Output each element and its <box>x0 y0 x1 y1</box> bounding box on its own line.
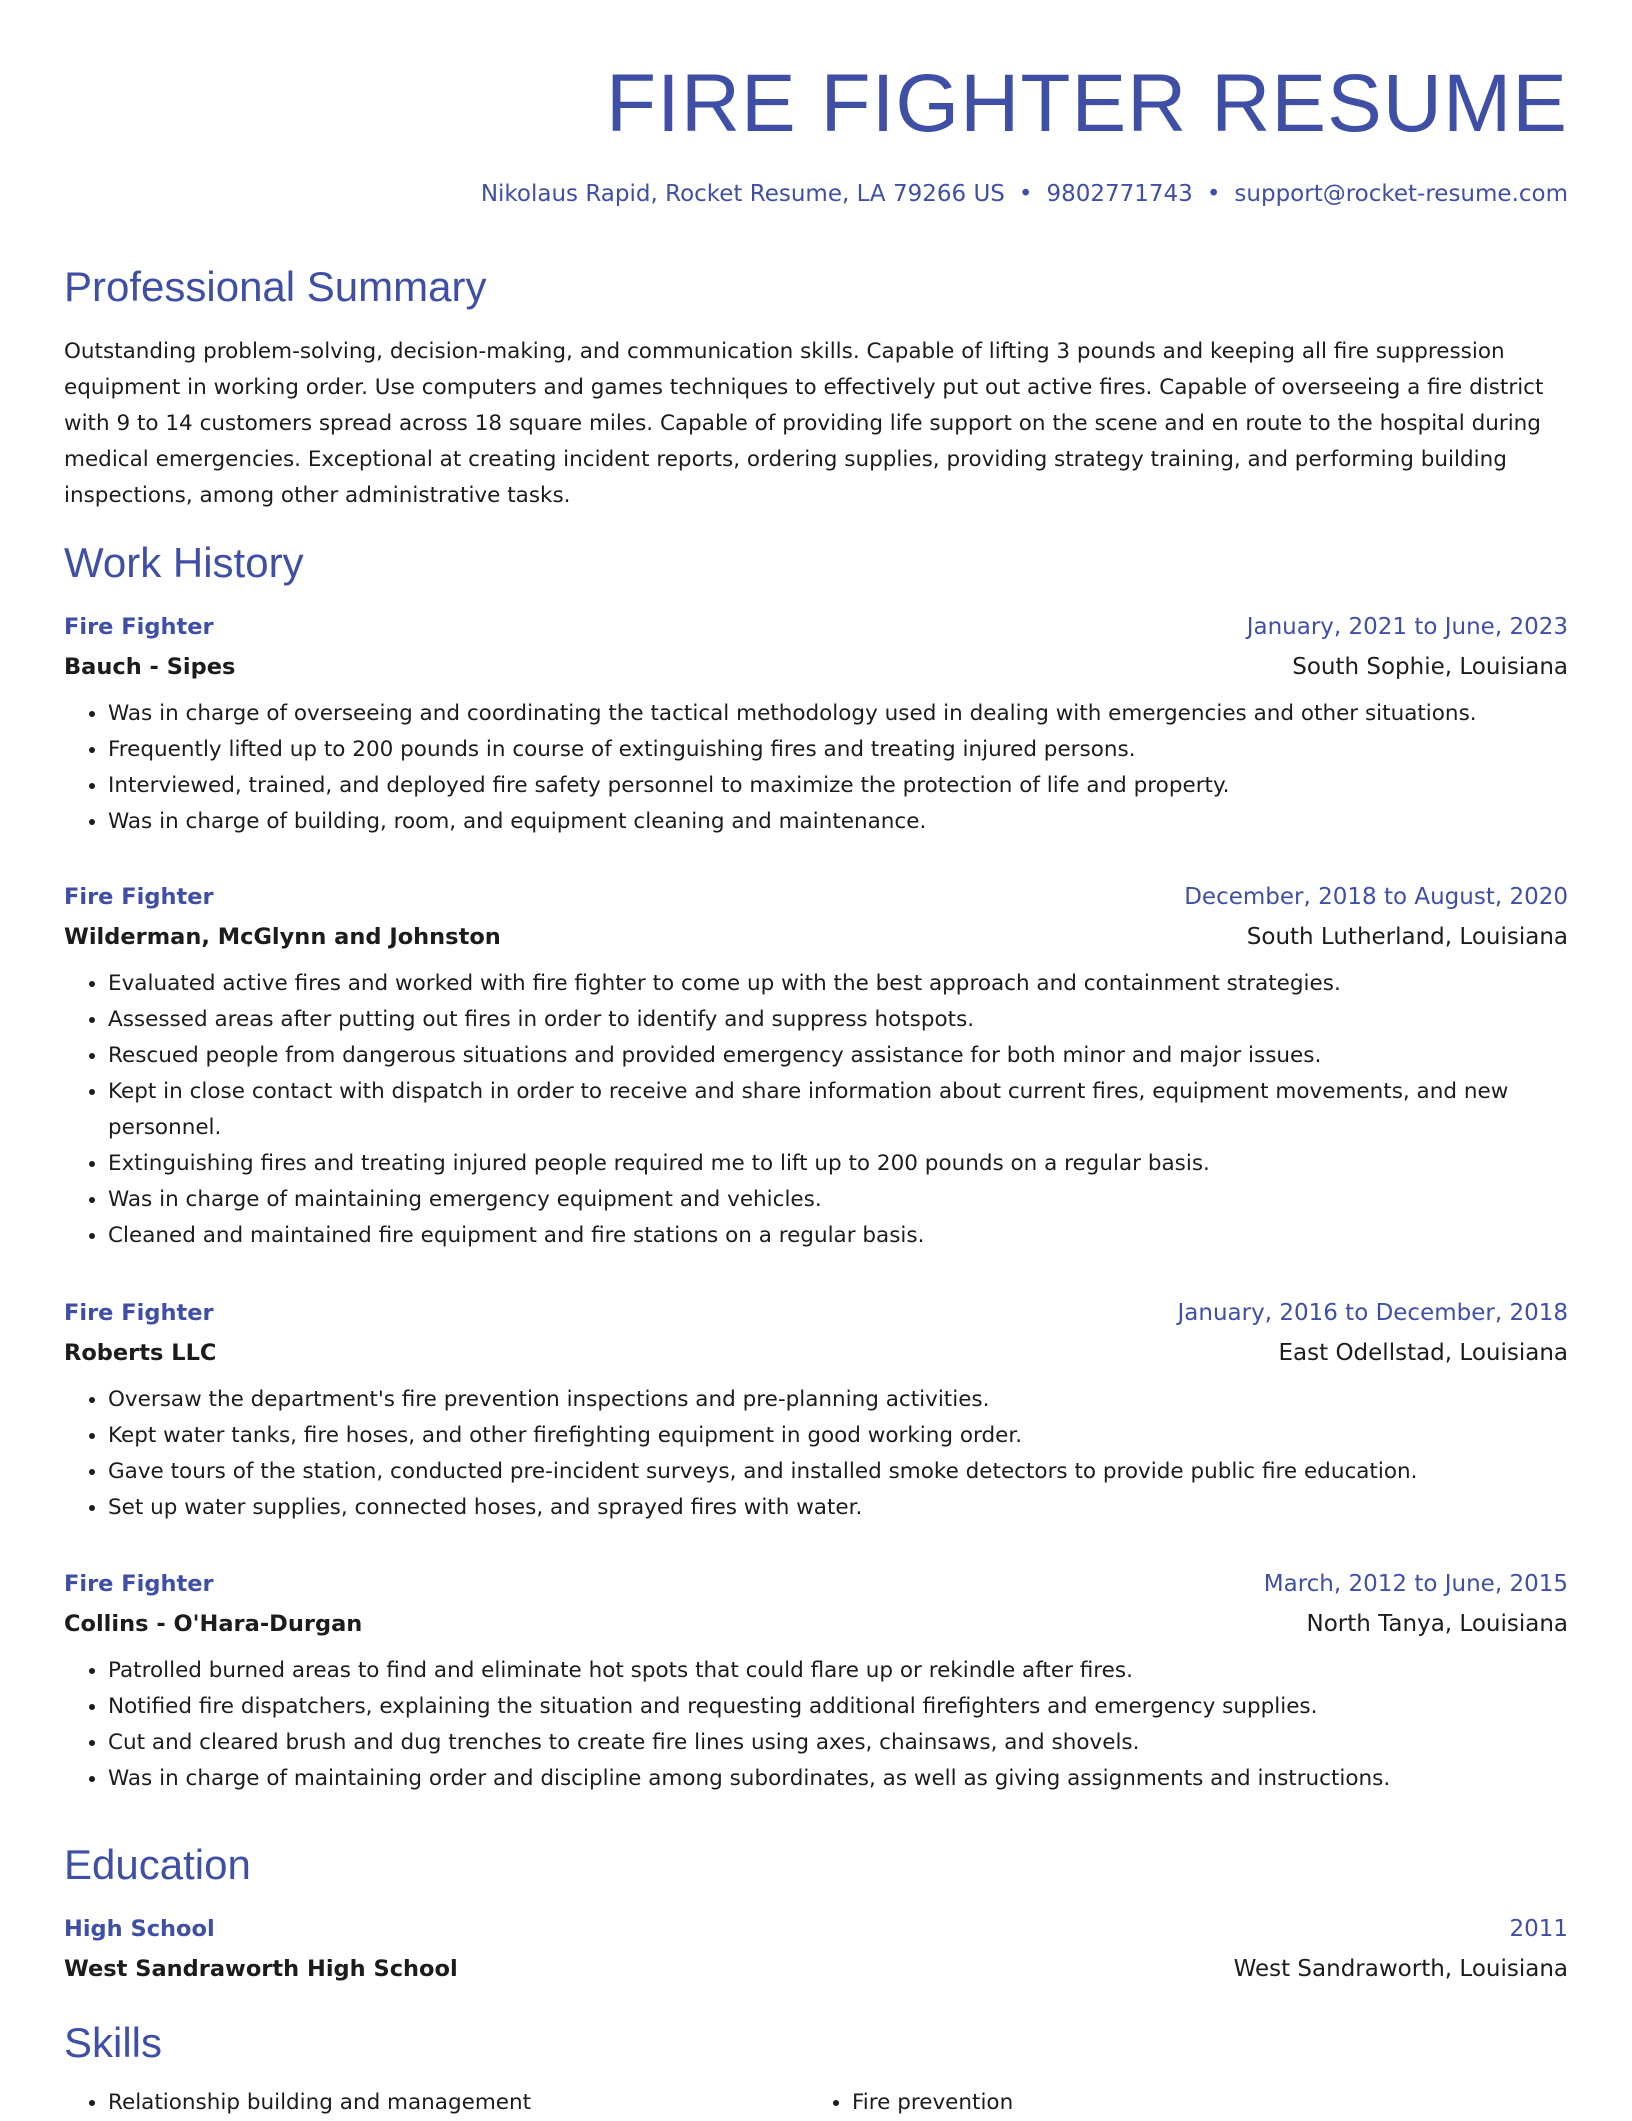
job-bullet: • Kept in close contact with dispatch in order to receive and share information about current fires, equipment movements, and new personnel. <box>108 1074 1568 1146</box>
skills-column-right <box>808 2085 1552 2121</box>
contact-separator: • <box>1018 181 1033 207</box>
job-bullet: • Rescued people from dangerous situations and provided emergency assistance for both minor and major issues. <box>108 1038 1568 1074</box>
education-location: West Sandraworth, Louisiana <box>1233 1956 1568 1982</box>
job-dates: December, 2018 to August, 2020 <box>1184 884 1568 910</box>
job-location: South Sophie, Louisiana <box>1292 654 1568 680</box>
education-year: 2011 <box>1509 1916 1568 1942</box>
job-location: South Lutherland, Louisiana <box>1246 924 1568 950</box>
job-dates: March, 2012 to June, 2015 <box>1263 1571 1568 1597</box>
job-bullet: • Evaluated active fires and worked with fire fighter to come up with the best approach and containment strategies. <box>108 966 1568 1002</box>
job-bullet: • Was in charge of maintaining order and discipline among subordinates, as well as giving assignments and instructions. <box>108 1761 1568 1797</box>
job-bullet: • Set up water supplies, connected hoses, and sprayed fires with water. <box>108 1490 1568 1526</box>
job-role: Fire Fighter <box>64 1571 214 1597</box>
summary-heading: Professional Summary <box>64 263 487 310</box>
skills-list <box>64 2085 1568 2121</box>
job-bullet: • Was in charge of building, room, and equipment cleaning and maintenance. <box>108 804 1568 840</box>
work-history-heading: Work History <box>64 539 304 586</box>
job-bullet: • Extinguishing fires and treating injured people required me to lift up to 200 pounds on a regular basis. <box>108 1146 1568 1182</box>
job-location: North Tanya, Louisiana <box>1306 1611 1568 1637</box>
job-bullet: • Cleaned and maintained fire equipment and fire stations on a regular basis. <box>108 1218 1568 1254</box>
job-bullet: • Assessed areas after putting out fires in order to identify and suppress hotspots. <box>108 1002 1568 1038</box>
job-role: Fire Fighter <box>64 1300 214 1326</box>
job-dates: January, 2016 to December, 2018 <box>1177 1300 1568 1326</box>
job-bullet: • Interviewed, trained, and deployed fire safety personnel to maximize the protection of life and property. <box>108 768 1568 804</box>
contact-phone: 9802771743 <box>1046 181 1193 207</box>
job-entry <box>64 877 1568 1254</box>
contact-address: Nikolaus Rapid, Rocket Resume, LA 79266 US <box>480 181 1005 207</box>
job-entry <box>64 1564 1568 1797</box>
job-bullet: • Was in charge of maintaining emergency equipment and vehicles. <box>108 1182 1568 1218</box>
job-bullets <box>64 1382 1568 1526</box>
education-degree: High School <box>64 1916 215 1942</box>
job-entry <box>64 1293 1568 1526</box>
contact-separator: • <box>1206 181 1221 207</box>
job-bullets <box>64 966 1568 1254</box>
job-bullet: • Kept water tanks, fire hoses, and other firefighting equipment in good working order. <box>108 1418 1568 1454</box>
education-heading: Education <box>64 1841 251 1888</box>
job-location: East Odellstad, Louisiana <box>1278 1340 1568 1366</box>
job-bullets <box>64 1653 1568 1797</box>
job-bullet: • Was in charge of overseeing and coordinating the tactical methodology used in dealing with emergencies and other situations. <box>108 696 1568 732</box>
job-bullet: • Oversaw the department's fire prevention inspections and pre-planning activities. <box>108 1382 1568 1418</box>
job-role: Fire Fighter <box>64 614 214 640</box>
skill-item: • Relationship building and management <box>108 2085 808 2121</box>
job-bullet: • Gave tours of the station, conducted pre-incident surveys, and installed smoke detectors to provide public fire education. <box>108 1454 1568 1490</box>
job-company: Bauch - Sipes <box>64 654 236 680</box>
job-company: Roberts LLC <box>64 1340 217 1366</box>
resume-page <box>64 0 1568 2115</box>
job-bullet: • Notified fire dispatchers, explaining the situation and requesting additional firefighters and emergency supplies. <box>108 1689 1568 1725</box>
education-entry <box>64 1909 1568 1989</box>
job-role: Fire Fighter <box>64 884 214 910</box>
job-company: Collins - O'Hara-Durgan <box>64 1611 363 1637</box>
job-bullet: • Frequently lifted up to 200 pounds in course of extinguishing fires and treating injured persons. <box>108 732 1568 768</box>
job-dates: January, 2021 to June, 2023 <box>1246 614 1568 640</box>
job-company: Wilderman, McGlynn and Johnston <box>64 924 501 950</box>
job-bullets <box>64 696 1568 840</box>
job-entry <box>64 607 1568 840</box>
resume-title: FIRE FIGHTER RESUME <box>605 58 1568 149</box>
job-bullet: • Cut and cleared brush and dug trenches to create fire lines using axes, chainsaws, and shovels. <box>108 1725 1568 1761</box>
contact-line <box>481 178 1568 210</box>
contact-email[interactable]: support@rocket-resume.com <box>1234 181 1568 207</box>
summary-text: Outstanding problem-solving, decision-making, and communication skills. Capable of lifting 3 pounds and keeping all fire suppression equipment in working order. Use computers and games techniques to effectively put out active fires. Capable of overseeing a fire district with 9 to 14 customers spread across 18 square miles. Capable of providing life support on the scene and en route to the hospital during medical emergencies. Exceptional at creating incident reports, ordering supplies, providing strategy training, and performing building inspections, among other administrative tasks. <box>64 339 1544 508</box>
job-bullet: • Patrolled burned areas to find and eliminate hot spots that could flare up or rekindle after fires. <box>108 1653 1568 1689</box>
skill-item: • Fire prevention <box>852 2085 1552 2121</box>
education-school: West Sandraworth High School <box>64 1956 458 1982</box>
skills-heading: Skills <box>64 2019 163 2066</box>
skills-column-left <box>64 2085 808 2121</box>
